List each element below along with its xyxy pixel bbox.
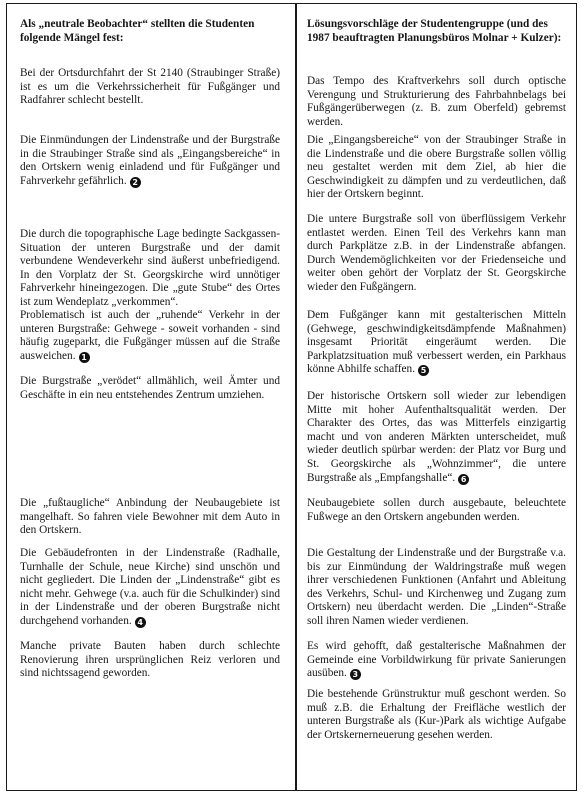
marker-6-icon: 6	[458, 474, 469, 485]
solution-paragraph: Neubaugebiete sollen durch ausgebaute, beleuchtete Fußwege an den Ortskern angebunden werden.	[307, 497, 566, 523]
deficiency-paragraph: Manche private Bauten haben durch schlechte Renovierung ihren ursprünglichen Reiz verloren und sind nichtssagend geworden.	[20, 640, 280, 680]
deficiency-paragraph	[20, 134, 280, 188]
marker-4-icon: 4	[135, 617, 146, 628]
solution-paragraph: Die untere Burgstraße soll von überflüssigem Verkehr entlastet werden. Einen Teil des Verkehrs kann man durch Parkplätze z.B. in der Lindenstraße abfangen. Durch Wendemöglichkeiten vor der Friedenseiche und weiter oben gehört der Vorplatz der St. Georgskirche wieder den Fußgängern.	[307, 213, 566, 293]
deficiency-paragraph	[20, 547, 280, 629]
marker-3-icon: 3	[350, 669, 361, 680]
solution-paragraph	[307, 390, 566, 485]
solutions-heading: Lösungsvorschläge der Studentengruppe (und des 1987 beauftragten Planungsbüros Molnar + Kulzer):	[307, 18, 562, 44]
solution-paragraph: Das Tempo des Kraftverkehrs soll durch optische Verengung und Strukturierung des Fahrbahnbelags bei Fußgängerüberwegen (z. B. zum Oberfeld) gebremst werden.	[307, 75, 566, 128]
paragraph-text: Dem Fußgänger kann mit gestalterischen Mitteln (Gehwege, geschwindigkeitsdämpfende Maßnahmen) insgesamt Priorität eingeräumt werden. Die Parkplatzsituation muß verbessert werden, ein Parkhaus könne Abhilfe schaffen.	[307, 309, 566, 376]
marker-2-icon: 2	[130, 177, 141, 188]
column-divider	[295, 3, 297, 791]
solution-paragraph	[307, 309, 566, 377]
paragraph-text: Der historische Ortskern soll wieder zur lebendigen Mitte mit hoher Aufenthaltsqualität werden. Der Charakter des Ortes, das was Mitterfels einzigartig macht und von anderen Märkten unterscheidet, muß wieder deutlich spürbar werden: der Platz vor Burg und St. Georgskirche als „Wohnzimmer“, die untere Burgstraße als „Empfangshalle“.	[307, 390, 566, 484]
paragraph-text: Die Einmündungen der Lindenstraße und der Burgstraße in die Straubinger Straße sind als „Eingangsbereiche“ in den Ortskern wenig einladend und für Fußgänger und Fahrverkehr gefährlich.	[20, 134, 280, 187]
solution-paragraph: Die bestehende Grünstruktur muß geschont werden. So muß z.B. die Erhaltung der Freifläche westlich der unteren Burgstraße als (Kur-)Park als wichtige Aufgabe der Ortskernerneuerung gesehen werden.	[307, 688, 566, 741]
solution-paragraph: Die Gestaltung der Lindenstraße und der Burgstraße v.a. bis zur Einmündung der Waldringstraße muß wegen ihrer verschiedenen Funktionen (Anfahrt und Ableitung des Verkehrs, Schul- und Kirchenweg und Zugang zum Ortskern) neu überdacht werden. Die „Linden“-Straße soll ihren Namen wieder verdienen.	[307, 547, 566, 627]
deficiencies-heading: Als „neutrale Beobachter“ stellten die Studenten folgende Mängel fest:	[20, 18, 255, 44]
marker-1-icon: 1	[79, 352, 90, 363]
marker-5-icon: 5	[418, 365, 429, 376]
deficiency-paragraph: Bei der Ortsdurchfahrt der St 2140 (Straubinger Straße) ist es um die Verkehrssicherheit für Fußgänger und Radfahrer schlecht bestellt.	[20, 67, 280, 107]
paragraph-text: Es wird gehofft, daß gestalterische Maßnahmen der Gemeinde eine Vorbildwirkung für private Sanierungen ausüben.	[307, 640, 566, 680]
paragraph-text: Die Gebäudefronten in der Lindenstraße (Radhalle, Turnhalle der Schule, neue Kirche) sind unschön und nicht gegliedert. Die Linden der „Lindenstraße“ gibt es nicht mehr. Gehwege (v.a. auch für die Schulkinder) sind in der Lindenstraße und der oberen Burgstraße nicht durchgehend vorhanden.	[20, 547, 280, 627]
solution-paragraph	[307, 640, 566, 681]
solution-paragraph: Die „Eingangsbereiche“ von der Straubinger Straße in die Lindenstraße und die obere Burgstraße sollen völlig neu gestaltet werden mit dem Ziel, ab hier die Geschwindigkeit zu dämpfen und zu verdeutlichen, daß hier der Ortskern beginnt.	[307, 134, 566, 201]
deficiency-paragraph	[20, 309, 280, 363]
deficiency-paragraph: Die „fußtaugliche“ Anbindung der Neubaugebiete ist mangelhaft. So fahren viele Bewohner mit dem Auto in den Ortskern.	[20, 497, 280, 537]
deficiency-paragraph: Die Burgstraße „verödet“ allmählich, weil Ämter und Geschäfte in ein neu entstehendes Zentrum umziehen.	[20, 375, 280, 401]
deficiency-paragraph: Die durch die topographische Lage bedingte Sackgassen-Situation der unteren Burgstraße und der damit verbundene Wendeverkehr sind äußerst unbefriedigend. In den Vorplatz der St. Georgskirche wird unnötiger Fahrverkehr hineingezogen. Die „gute Stube“ des Ortes ist zum Wendeplatz „verkommen“.	[20, 228, 280, 308]
paragraph-text: Problematisch ist auch der „ruhende“ Verkehr in der unteren Burgstraße: Gehwege - soweit vorhanden - sind häufig zugeparkt, die Fußgänger müssen auf die Straße ausweichen.	[20, 309, 280, 362]
